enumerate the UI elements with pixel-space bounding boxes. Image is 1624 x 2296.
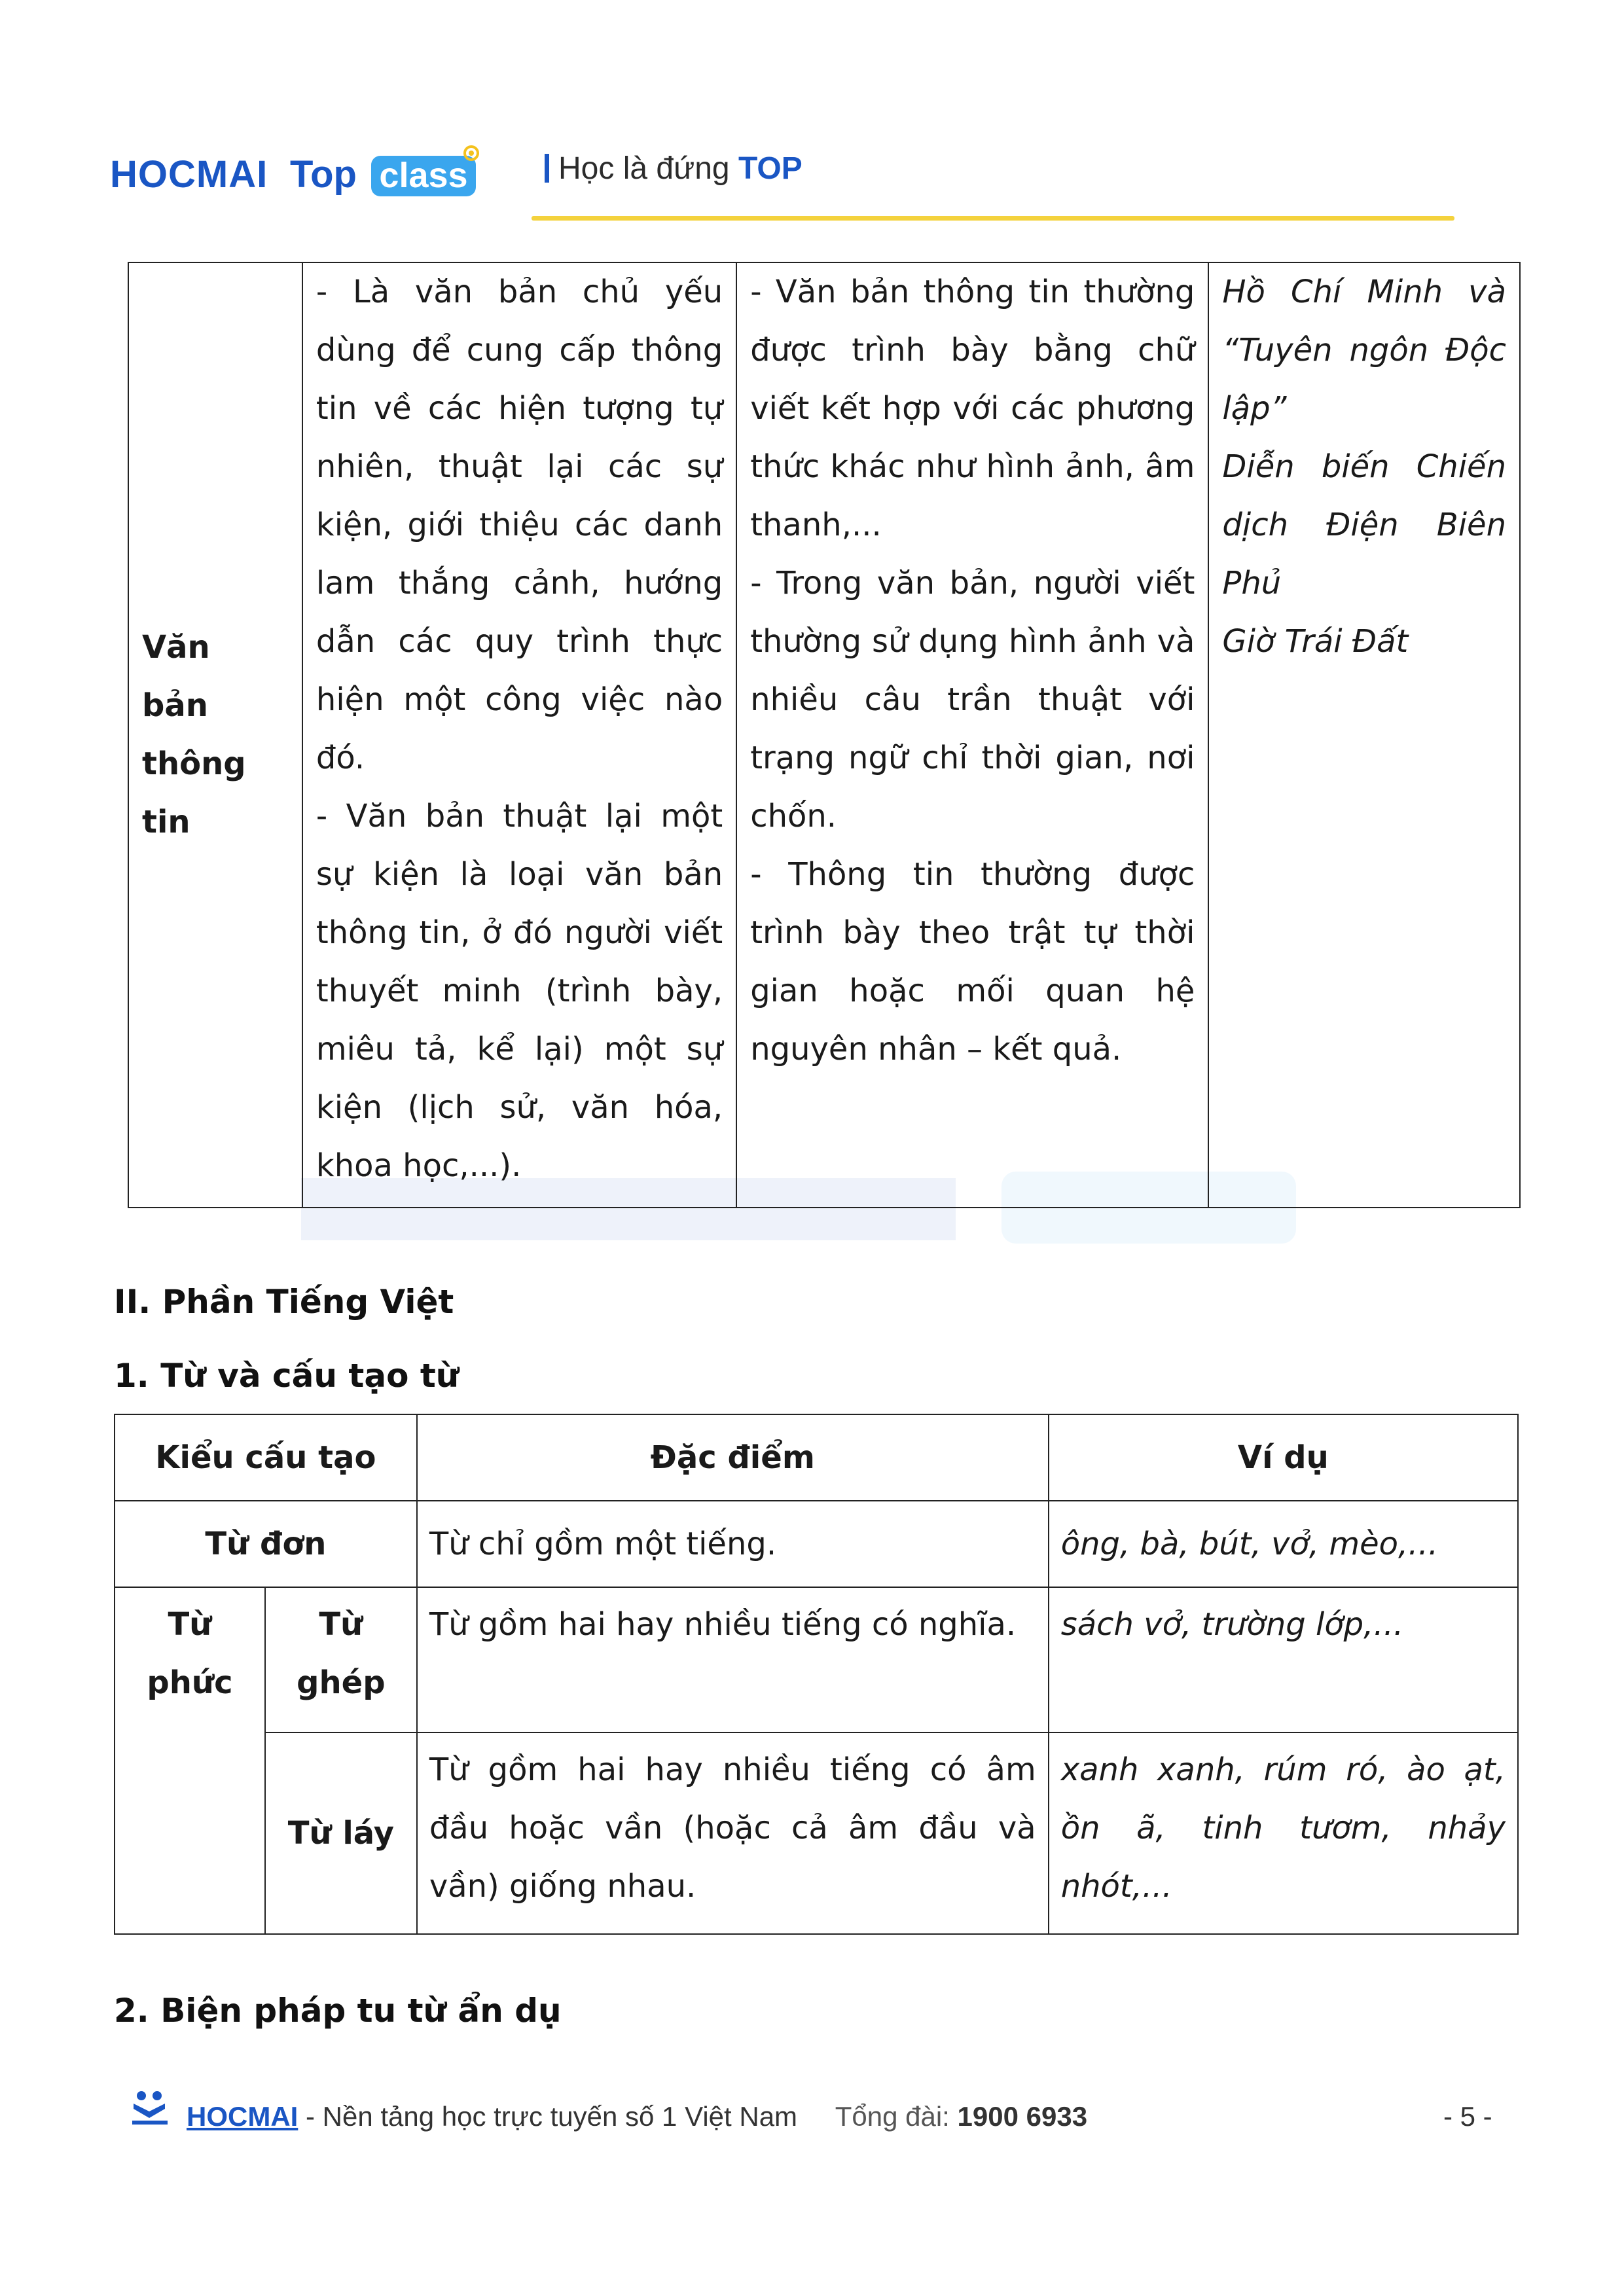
characteristic-paragraph: - Là văn bản chủ yếu dùng để cung cấp thông tin về các hiện tượng tự nhiên, thuật lại các sự kiện, giới thiệu các danh lam thắng cảnh, hướng dẫn các quy trình thực hiện một công việc nào đó.	[316, 274, 723, 776]
form-paragraph: - Trong văn bản, người viết thường sử dụng hình ảnh và nhiều câu trần thuật với trạng ngữ chỉ thời gian, nơi chốn.	[750, 565, 1195, 834]
text-type-table	[128, 262, 1521, 1208]
table-row	[128, 262, 1520, 1208]
sun-icon	[458, 140, 484, 166]
header-example: Ví dụ	[1049, 1414, 1518, 1501]
table-row	[115, 1501, 1518, 1587]
header-divider	[532, 216, 1454, 221]
footer	[187, 2101, 1087, 2132]
footer-tagline: - Nền tảng học trực tuyến số 1 Việt Nam	[298, 2101, 798, 2132]
word-structure-table	[114, 1414, 1519, 1935]
tu-don-feature: Từ chỉ gồm một tiếng.	[417, 1501, 1049, 1587]
logo-class-badge: class	[371, 156, 476, 196]
table-row	[115, 1587, 1518, 1732]
example-title: Diễn biến Chiến dịch Điện Biên Phủ	[1222, 448, 1506, 601]
slogan-bar	[545, 154, 549, 183]
table-header-row	[115, 1414, 1518, 1501]
tu-lay-feature: Từ gồm hai hay nhiều tiếng có âm đầu hoặc vần (hoặc cả âm đầu và vần) giống nhau.	[417, 1732, 1049, 1934]
section-heading: II. Phần Tiếng Việt	[114, 1283, 454, 1321]
header-type: Kiểu cấu tạo	[115, 1414, 417, 1501]
characteristics-cell	[302, 262, 736, 1208]
tu-don-example: ông, bà, bút, vở, mèo,...	[1049, 1501, 1518, 1587]
slogan	[545, 151, 803, 187]
logo-hocmai: HOCMAI	[110, 153, 268, 196]
header-feature: Đặc điểm	[417, 1414, 1049, 1501]
tu-ghep-label: Từ ghép	[265, 1587, 417, 1732]
category-label: Văn bản thông tin	[142, 629, 246, 840]
category-cell	[128, 262, 302, 1208]
hocmai-footer-icon	[128, 2089, 171, 2127]
examples-cell	[1208, 262, 1520, 1208]
tu-ghep-example: sách vở, trường lớp,...	[1049, 1587, 1518, 1732]
slogan-text: Học là đứng	[558, 151, 730, 186]
page-number: - 5 -	[1443, 2101, 1492, 2132]
hotline-label: Tổng đài:	[835, 2101, 950, 2132]
logo-top: Top	[290, 153, 357, 196]
subsection-heading: 1. Từ và cấu tạo từ	[114, 1357, 460, 1395]
example-title: Giờ Trái Đất	[1222, 623, 1409, 660]
hotline-number: 1900 6933	[957, 2101, 1088, 2132]
footer-hotline	[835, 2101, 1087, 2132]
characteristic-paragraph: - Văn bản thuật lại một sự kiện là loại văn bản thông tin, ở đó người viết thuyết minh (trình bày, miêu tả, kể lại) một sự kiện (lịch sử, văn hóa, khoa học,...).	[316, 798, 723, 1184]
tu-phuc-label: Từ phức	[115, 1587, 265, 1934]
footer-brand-link[interactable]: HOCMAI	[187, 2101, 298, 2132]
slogan-accent: TOP	[738, 151, 803, 186]
table-row	[115, 1732, 1518, 1934]
forms-cell	[736, 262, 1208, 1208]
form-paragraph: - Thông tin thường được trình bày theo trật tự thời gian hoặc mối quan hệ nguyên nhân – kết quả.	[750, 856, 1195, 1067]
tu-lay-example: xanh xanh, rúm ró, ào ạt, ồn ã, tinh tươm, nhảy nhót,...	[1049, 1732, 1518, 1934]
subsection-heading: 2. Biện pháp tu từ ẩn dụ	[114, 1992, 562, 2030]
form-paragraph: - Văn bản thông tin thường được trình bày bằng chữ viết kết hợp với các phương thức khác như hình ảnh, âm thanh,...	[750, 274, 1195, 543]
example-title: Hồ Chí Minh và “Tuyên ngôn Độc lập”	[1222, 274, 1506, 427]
tu-lay-label: Từ láy	[265, 1732, 417, 1934]
tu-ghep-feature: Từ gồm hai hay nhiều tiếng có nghĩa.	[417, 1587, 1049, 1732]
tu-don-label: Từ đơn	[115, 1501, 417, 1587]
